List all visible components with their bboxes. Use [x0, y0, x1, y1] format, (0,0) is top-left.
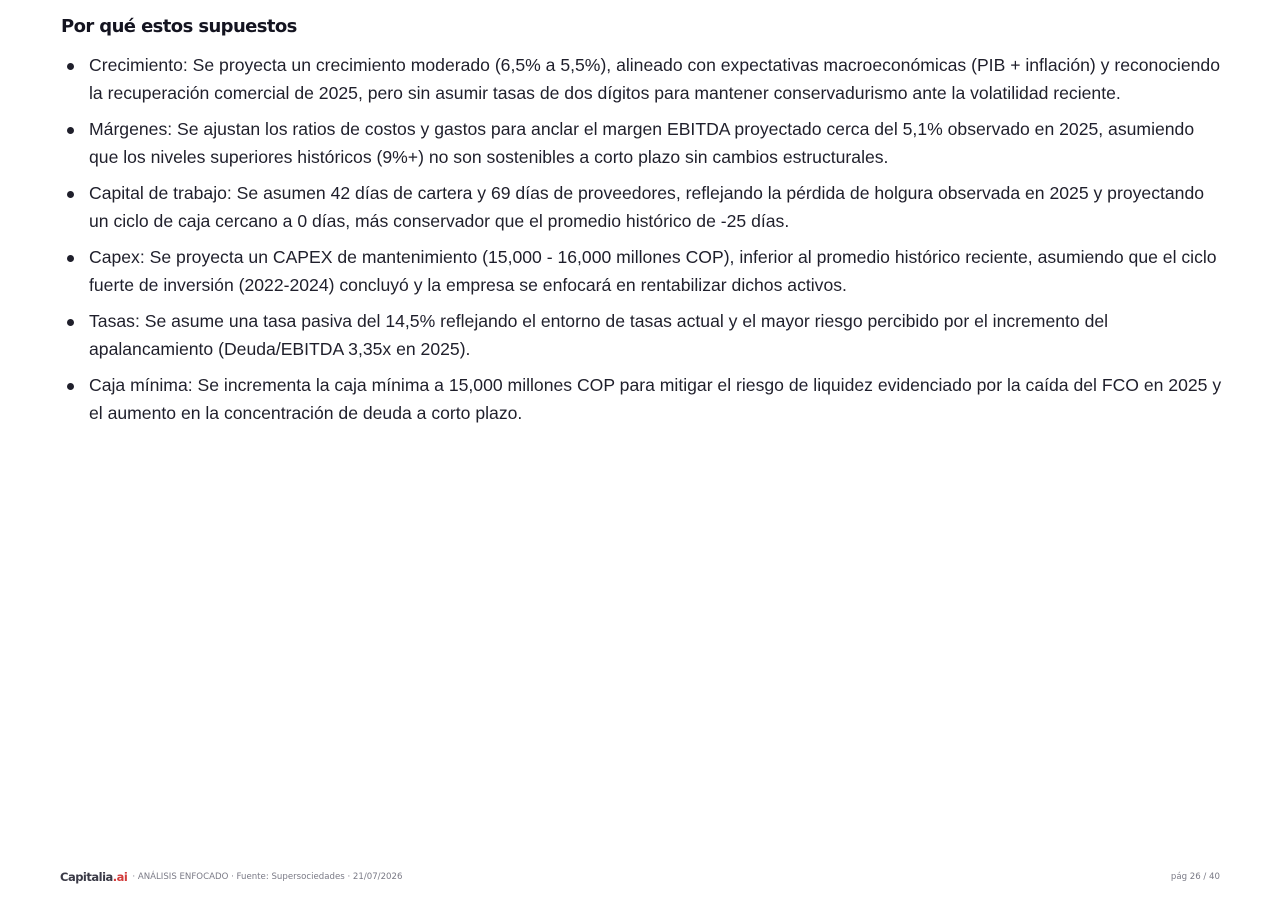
assumptions-list	[61, 52, 1226, 436]
list-item	[61, 308, 1226, 363]
list-item	[61, 180, 1226, 235]
bullet-text-growth: Crecimiento: Se proyecta un crecimiento moderado (6,5% a 5,5%), alineado con expectativas macroeconómicas (PIB + inflación) y reconociendo la recuperación comercial de 2025, pero sin asumir tasas de dos dígitos para mantener conservadurismo ante la volatilidad reciente.	[89, 55, 1220, 103]
bullet-text-margins: Márgenes: Se ajustan los ratios de costos y gastos para anclar el margen EBITDA proyectado cerca del 5,1% observado en 2025, asumiendo que los niveles superiores históricos (9%+) no son sostenibles a corto plazo sin cambios estructurales.	[89, 119, 1195, 167]
bullet-text-min-cash: Caja mínima: Se incrementa la caja mínima a 15,000 millones COP para mitigar el riesgo de liquidez evidenciado por la caída del FCO en 2025 y el aumento en la concentración de deuda a corto plazo.	[89, 375, 1222, 423]
brand-name: Capitalia	[60, 870, 113, 884]
footer-meta: · ANÁLISIS ENFOCADO · Fuente: Supersociedades · 21/07/2026	[132, 872, 403, 882]
section-title: Por qué estos supuestos	[61, 16, 297, 37]
bullet-dot-icon	[67, 63, 74, 70]
bullet-dot-icon	[67, 191, 74, 198]
bullet-dot-icon	[67, 127, 74, 134]
page-footer	[60, 868, 1220, 886]
list-item	[61, 244, 1226, 299]
footer-left	[60, 870, 402, 884]
list-item	[61, 372, 1226, 427]
bullet-text-working-capital: Capital de trabajo: Se asumen 42 días de cartera y 69 días de proveedores, reflejando la pérdida de holgura observada en 2025 y proyectando un ciclo de caja cercano a 0 días, más conservador que el promedio histórico de -25 días.	[89, 183, 1205, 231]
list-item	[61, 116, 1226, 171]
bullet-dot-icon	[67, 383, 74, 390]
bullet-text-capex: Capex: Se proyecta un CAPEX de mantenimiento (15,000 - 16,000 millones COP), inferior al promedio histórico reciente, asumiendo que el ciclo fuerte de inversión (2022-2024) concluyó y la empresa se enfocará en rentabilizar dichos activos.	[89, 247, 1217, 295]
bullet-text-rates: Tasas: Se asume una tasa pasiva del 14,5% reflejando el entorno de tasas actual y el mayor riesgo percibido por el incremento del apalancamiento (Deuda/EBITDA 3,35x en 2025).	[89, 311, 1109, 359]
bullet-dot-icon	[67, 255, 74, 262]
list-item	[61, 52, 1226, 107]
brand-logo	[60, 870, 127, 884]
brand-accent: .ai	[112, 870, 128, 884]
bullet-dot-icon	[67, 319, 74, 326]
page-number: pág 26 / 40	[1170, 872, 1220, 882]
